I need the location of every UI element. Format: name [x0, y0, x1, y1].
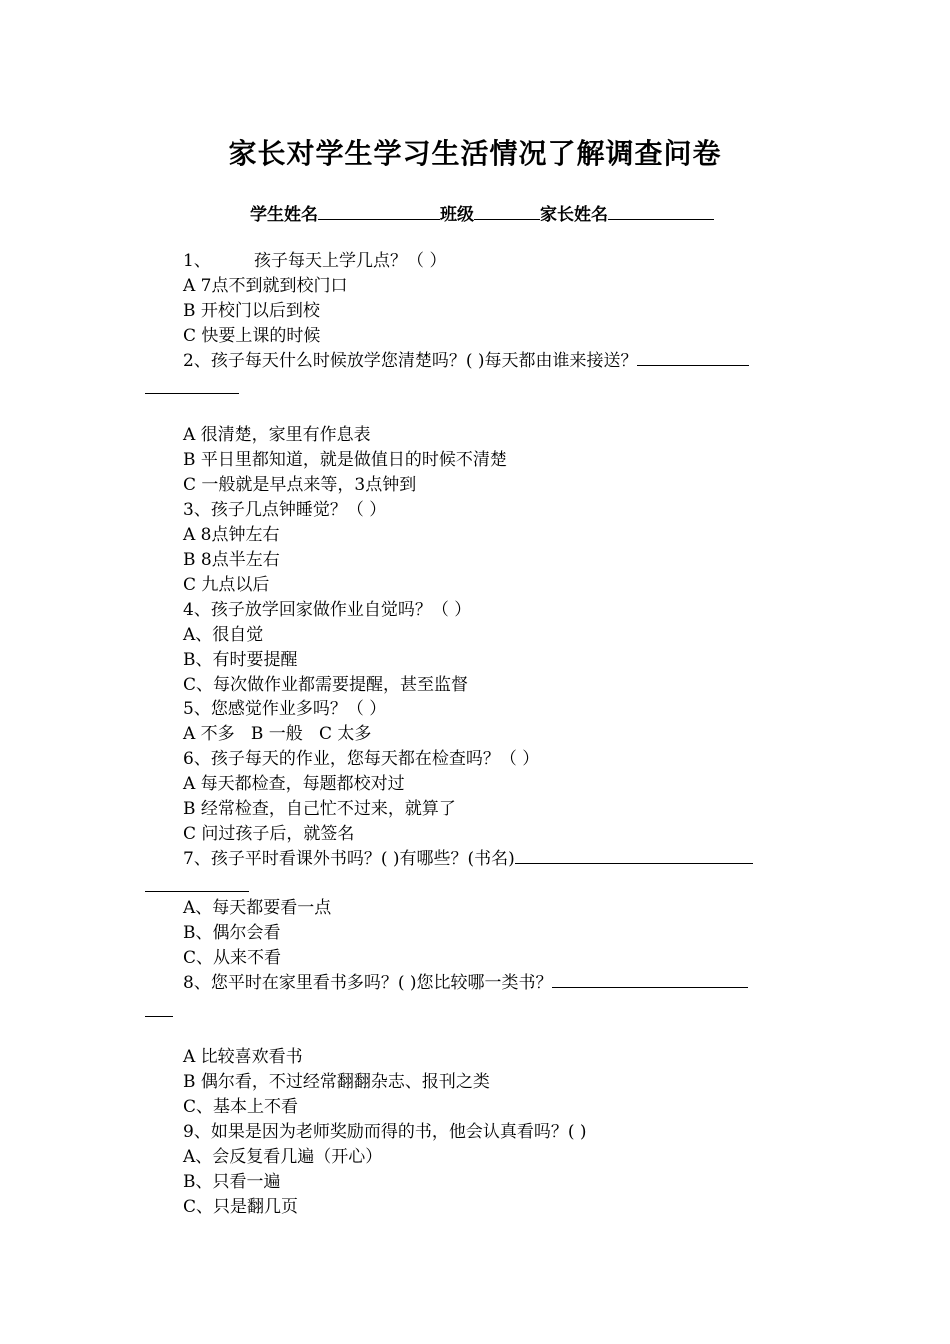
q9-option-a: A、会反复看几遍（开心） — [183, 1147, 383, 1167]
student-name-blank[interactable] — [318, 203, 440, 220]
class-blank[interactable] — [474, 203, 540, 220]
q7-option-a: A、每天都要看一点 — [183, 898, 332, 918]
student-info-row — [250, 200, 714, 225]
q3-option-c: C 九点以后 — [183, 575, 270, 595]
question-5: 5、您感觉作业多吗？（ ） — [183, 699, 387, 719]
q2-answer-blank-continued[interactable] — [145, 393, 239, 394]
q9-option-c: C、只是翻几页 — [183, 1197, 299, 1217]
student-name-label: 学生姓名 — [250, 205, 318, 225]
question-7 — [183, 848, 753, 870]
q6-option-a: A 每天都检查，每题都校对过 — [183, 774, 405, 794]
question-7-text: 7、孩子平时看课外书吗？( )有哪些？(书名) — [183, 849, 515, 869]
parent-name-blank[interactable] — [608, 203, 714, 220]
q2-option-b: B 平日里都知道，就是做值日的时候不清楚 — [183, 450, 507, 470]
q1-option-c: C 快要上课的时候 — [183, 326, 321, 346]
q4-option-a: A、很自觉 — [183, 625, 264, 645]
q5-options: A 不多 B 一般 C 太多 — [183, 724, 372, 744]
q8-option-a: A 比较喜欢看书 — [183, 1047, 303, 1067]
q4-option-b: B、有时要提醒 — [183, 650, 298, 670]
q7-book-blank[interactable] — [515, 848, 753, 864]
question-6: 6、孩子每天的作业，您每天都在检查吗？（ ） — [183, 749, 540, 769]
q1-option-b: B 开校门以后到校 — [183, 301, 320, 321]
q2-option-c: C 一般就是早点来等，3点钟到 — [183, 475, 417, 495]
q8-option-c: C、基本上不看 — [183, 1097, 299, 1117]
question-1: 1、 孩子每天上学几点？（ ） — [183, 251, 447, 271]
q4-option-c: C、每次做作业都需要提醒，甚至监督 — [183, 675, 469, 695]
q2-answer-blank[interactable] — [637, 350, 749, 366]
q8-book-type-blank-continued[interactable] — [145, 1016, 173, 1017]
q3-option-a: A 8点钟左右 — [183, 525, 280, 545]
question-4: 4、孩子放学回家做作业自觉吗？（ ） — [183, 600, 472, 620]
q7-option-c: C、从来不看 — [183, 948, 282, 968]
q6-option-b: B 经常检查，自己忙不过来，就算了 — [183, 799, 456, 819]
q2-option-a: A 很清楚，家里有作息表 — [183, 425, 371, 445]
question-3: 3、孩子几点钟睡觉？（ ） — [183, 500, 387, 520]
question-2-text: 2、孩子每天什么时候放学您清楚吗？( )每天都由谁来接送？ — [183, 351, 638, 371]
q8-option-b: B 偶尔看，不过经常翻翻杂志、报刊之类 — [183, 1072, 490, 1092]
q7-book-blank-continued[interactable] — [145, 891, 249, 892]
q8-book-type-blank[interactable] — [552, 972, 748, 988]
document-title: 家长对学生学习生活情况了解调查问卷 — [228, 137, 722, 170]
q1-option-a: A 7点不到就到校门口 — [183, 276, 348, 296]
parent-name-label: 家长姓名 — [540, 205, 608, 225]
q7-option-b: B、偶尔会看 — [183, 923, 281, 943]
question-2 — [183, 350, 749, 372]
question-8 — [183, 972, 748, 994]
question-9: 9、如果是因为老师奖励而得的书，他会认真看吗？( ) — [183, 1122, 587, 1142]
question-8-text: 8、您平时在家里看书多吗？( )您比较哪一类书？ — [183, 973, 553, 993]
q9-option-b: B、只看一遍 — [183, 1172, 281, 1192]
class-label: 班级 — [440, 205, 474, 225]
q6-option-c: C 问过孩子后，就签名 — [183, 824, 355, 844]
q3-option-b: B 8点半左右 — [183, 550, 280, 570]
